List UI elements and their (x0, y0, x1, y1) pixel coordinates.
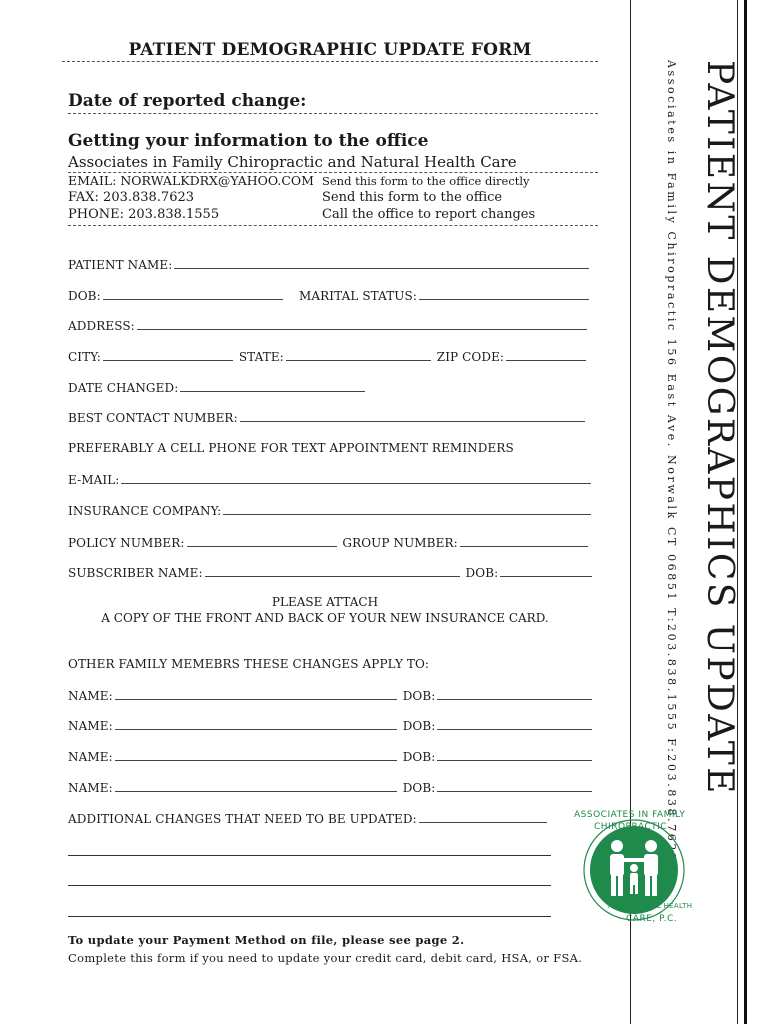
sidebar-subtitle-text: Associates in Family Chiropractic 156 East Ave. Norwalk CT 06851 T:203.838.1555 F:203.838.7623 (665, 60, 678, 863)
contact-fax-note: Send this form to the office (322, 190, 503, 205)
contacts-rule (68, 225, 598, 226)
policy-row (68, 535, 590, 550)
additional-line[interactable] (68, 885, 551, 886)
subscriber-dob-field[interactable] (500, 565, 592, 577)
family-dob-field[interactable] (437, 780, 592, 792)
family-name-label: NAME: (68, 750, 113, 764)
practice-logo (568, 806, 708, 930)
family-name-label: NAME: (68, 689, 113, 703)
contact-phone: PHONE: 203.838.1555 (68, 207, 220, 222)
family-name-field[interactable] (115, 718, 397, 730)
logo-mid-text: CHIROPRACTIC (594, 822, 668, 832)
subscriber-row (68, 565, 594, 580)
date-changed-field[interactable] (180, 380, 365, 392)
sidebar-title-text: PATIENT DEMOGRAPHICS UPDATE (699, 60, 740, 796)
best-contact-row (68, 410, 587, 425)
city-label: CITY: (68, 350, 101, 364)
patient-name-label: PATIENT NAME: (68, 258, 173, 272)
attach-note-line2: A COPY OF THE FRONT AND BACK OF YOUR NEW INSURANCE CARD. (101, 611, 549, 625)
best-contact-label: BEST CONTACT NUMBER: (68, 411, 238, 425)
policy-number-label: POLICY NUMBER: (68, 536, 185, 550)
dob-label: DOB: (68, 289, 101, 303)
family-row (68, 718, 594, 733)
getting-info-heading: Getting your information to the office (68, 131, 429, 151)
subscriber-name-label: SUBSCRIBER NAME: (68, 566, 203, 580)
marital-row (299, 288, 591, 303)
contact-phone-note: Call the office to report changes (322, 207, 536, 222)
zip-label: ZIP CODE: (436, 350, 505, 364)
address-row (68, 318, 589, 333)
date-reported-rule (68, 113, 598, 114)
logo-top-text: ASSOCIATES IN FAMILY (574, 810, 686, 820)
divider-bar (744, 0, 747, 1024)
family-name-label: NAME: (68, 719, 113, 733)
group-number-field[interactable] (460, 535, 588, 547)
cell-phone-note: PREFERABLY A CELL PHONE FOR TEXT APPOINTMENT REMINDERS (68, 441, 514, 455)
date-changed-label: DATE CHANGED: (68, 381, 179, 395)
payment-method-detail: Complete this form if you need to update your credit card, debit card, HSA, or FSA. (68, 951, 583, 965)
state-field[interactable] (286, 349, 431, 361)
family-dob-label: DOB: (402, 781, 436, 795)
sidebar-title (690, 60, 742, 796)
patient-name-field[interactable] (174, 257, 589, 269)
attach-note-line1: PLEASE ATTACH (271, 595, 379, 609)
family-row (68, 780, 594, 795)
family-dob-field[interactable] (437, 718, 592, 730)
family-dob-field[interactable] (437, 749, 592, 761)
city-row (68, 349, 588, 364)
dob-row (68, 288, 285, 303)
email-field[interactable] (121, 472, 591, 484)
family-heading: OTHER FAMILY MEMEBRS THESE CHANGES APPLY TO: (68, 657, 430, 671)
state-label: STATE: (238, 350, 284, 364)
family-row (68, 688, 594, 703)
email-label: E-MAIL: (68, 473, 120, 487)
address-field[interactable] (137, 318, 587, 330)
insurance-company-label: INSURANCE COMPANY: (68, 504, 222, 518)
city-field[interactable] (103, 349, 233, 361)
family-name-field[interactable] (115, 688, 397, 700)
family-dob-label: DOB: (402, 689, 436, 703)
group-number-label: GROUP NUMBER: (342, 536, 458, 550)
form-title: PATIENT DEMOGRAPHIC UPDATE FORM (128, 40, 532, 60)
email-row (68, 472, 593, 487)
policy-number-field[interactable] (187, 535, 337, 547)
patient-name-row (68, 257, 591, 272)
family-dob-field[interactable] (437, 688, 592, 700)
sidebar-subtitle (658, 60, 680, 863)
logo-bottom-text: AND NATURAL HEALTH (608, 902, 693, 910)
date-changed-row (68, 380, 367, 395)
zip-field[interactable] (506, 349, 586, 361)
family-dob-label: DOB: (402, 750, 436, 764)
subscriber-dob-label: DOB: (465, 566, 499, 580)
family-row (68, 749, 594, 764)
contact-email: EMAIL: NORWALKDRX@YAHOO.COM (68, 173, 314, 188)
contact-fax: FAX: 203.838.7623 (68, 190, 195, 205)
title-rule (62, 61, 598, 62)
family-dob-label: DOB: (402, 719, 436, 733)
dob-field[interactable] (103, 288, 283, 300)
additional-line[interactable] (68, 916, 551, 917)
family-name-label: NAME: (68, 781, 113, 795)
contact-email-note: Send this form to the office directly (322, 174, 530, 188)
additional-line[interactable] (68, 855, 551, 856)
marital-status-label: MARITAL STATUS: (299, 289, 417, 303)
insurance-company-field[interactable] (223, 503, 591, 515)
logo-care-text: CARE, P.C. (626, 914, 678, 924)
additional-changes-field[interactable] (419, 811, 547, 823)
marital-status-field[interactable] (419, 288, 589, 300)
insurance-row (68, 503, 593, 518)
best-contact-field[interactable] (240, 410, 585, 422)
payment-method-note: To update your Payment Method on file, please see page 2. (68, 933, 465, 947)
subscriber-name-field[interactable] (205, 565, 460, 577)
practice-name: Associates in Family Chiropractic and Natural Health Care (68, 153, 517, 171)
family-name-field[interactable] (115, 749, 397, 761)
date-reported-label: Date of reported change: (68, 91, 307, 111)
additional-row (68, 811, 549, 826)
address-label: ADDRESS: (68, 319, 135, 333)
additional-changes-label: ADDITIONAL CHANGES THAT NEED TO BE UPDATED: (68, 812, 417, 826)
family-name-field[interactable] (115, 780, 397, 792)
